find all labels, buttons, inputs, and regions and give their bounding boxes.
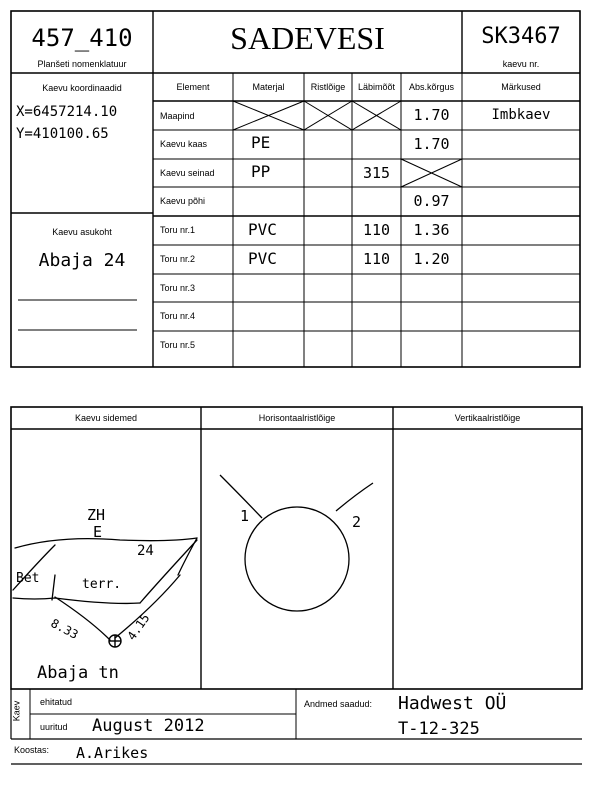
nomenclature-label: Planšeti nomenklatuur [37,59,127,69]
panel-title-horizontal: Horisontaalristlõige [258,413,336,423]
col-header-labimoot: Läbimõõt [357,82,396,92]
table-row-element: Toru nr.3 [160,283,196,293]
table-row-element: Kaevu põhi [160,196,206,206]
col-header-element: Element [176,82,210,92]
pipe-label-1: 1 [240,507,250,525]
col-header-abs: Abs.kõrgus [408,82,455,92]
pipe-label-2: 2 [352,513,362,531]
nomenclature-value: 457_410 [31,24,133,52]
table-cell-markused: Imbkaev [491,107,551,123]
panel-title-connections: Kaevu sidemed [74,413,138,423]
table-cell-abs: 1.20 [413,250,450,268]
coordinates-label: Kaevu koordinaadid [42,83,122,93]
uuritud-label: uuritud [40,722,68,732]
col-header-materjal: Materjal [252,82,285,92]
table-cell-materjal: PP [251,162,271,181]
andmed-reference: T-12-325 [398,719,480,739]
horizontal-section-drawing [220,475,373,611]
well-number-label: kaevu nr. [502,59,540,69]
table-cell-abs: 1.70 [413,135,450,153]
coordinate-y: Y=410100.65 [16,126,109,142]
table-row-element: Kaevu kaas [160,139,208,149]
andmed-label: Andmed saadud: [304,699,373,709]
table-cell-materjal: PE [251,133,271,152]
sketch-street-label: Abaja tn [37,663,119,683]
andmed-value: Hadwest OÜ [398,693,507,714]
table-cell-labimoot: 110 [362,250,391,268]
table-cell-materjal: PVC [248,249,277,268]
coordinate-x: X=6457214.10 [16,104,118,120]
page-title: SADEVESI [230,20,385,56]
uuritud-value: August 2012 [92,716,205,736]
location-label: Kaevu asukoht [52,227,112,237]
table-cell-abs: 1.70 [413,106,450,124]
sketch-terr-label: terr. [82,577,122,592]
table-row-element: Toru nr.2 [160,254,196,264]
table-cell-abs: 1.36 [413,221,450,239]
table-cell-labimoot: 110 [362,221,391,239]
col-header-ristloige: Ristlõige [310,82,346,92]
koostas-value: A.Arikes [76,744,149,762]
kaev-label: Kaev [11,700,22,722]
table-row-element: Toru nr.1 [160,225,196,235]
table-row-element: Kaevu seinad [160,168,215,178]
table-row-element: Maapind [160,111,195,121]
sketch-bet-label: Bet [16,571,40,586]
sketch-distance-2: 4.15 [124,611,153,643]
location-value: Abaja 24 [38,250,126,271]
ehitatud-label: ehitatud [40,697,73,707]
col-header-markused: Märkused [501,82,541,92]
sketch-north-label: ZH [87,506,106,524]
table-cell-materjal: PVC [248,220,277,239]
table-row-element: Toru nr.4 [160,311,196,321]
sketch-distance-1: 8.33 [48,616,81,642]
table-row-element: Toru nr.5 [160,340,196,350]
sketch-east-label: E [93,523,103,541]
panel-title-vertical: Vertikaalristlõige [454,413,521,423]
sketch-house-number: 24 [137,543,154,559]
well-number-value: SK3467 [481,24,561,49]
well-symbol-icon [109,635,121,647]
koostas-label: Koostas: [14,745,50,755]
table-cell-labimoot: 315 [362,164,391,182]
table-cell-abs: 0.97 [413,192,450,210]
